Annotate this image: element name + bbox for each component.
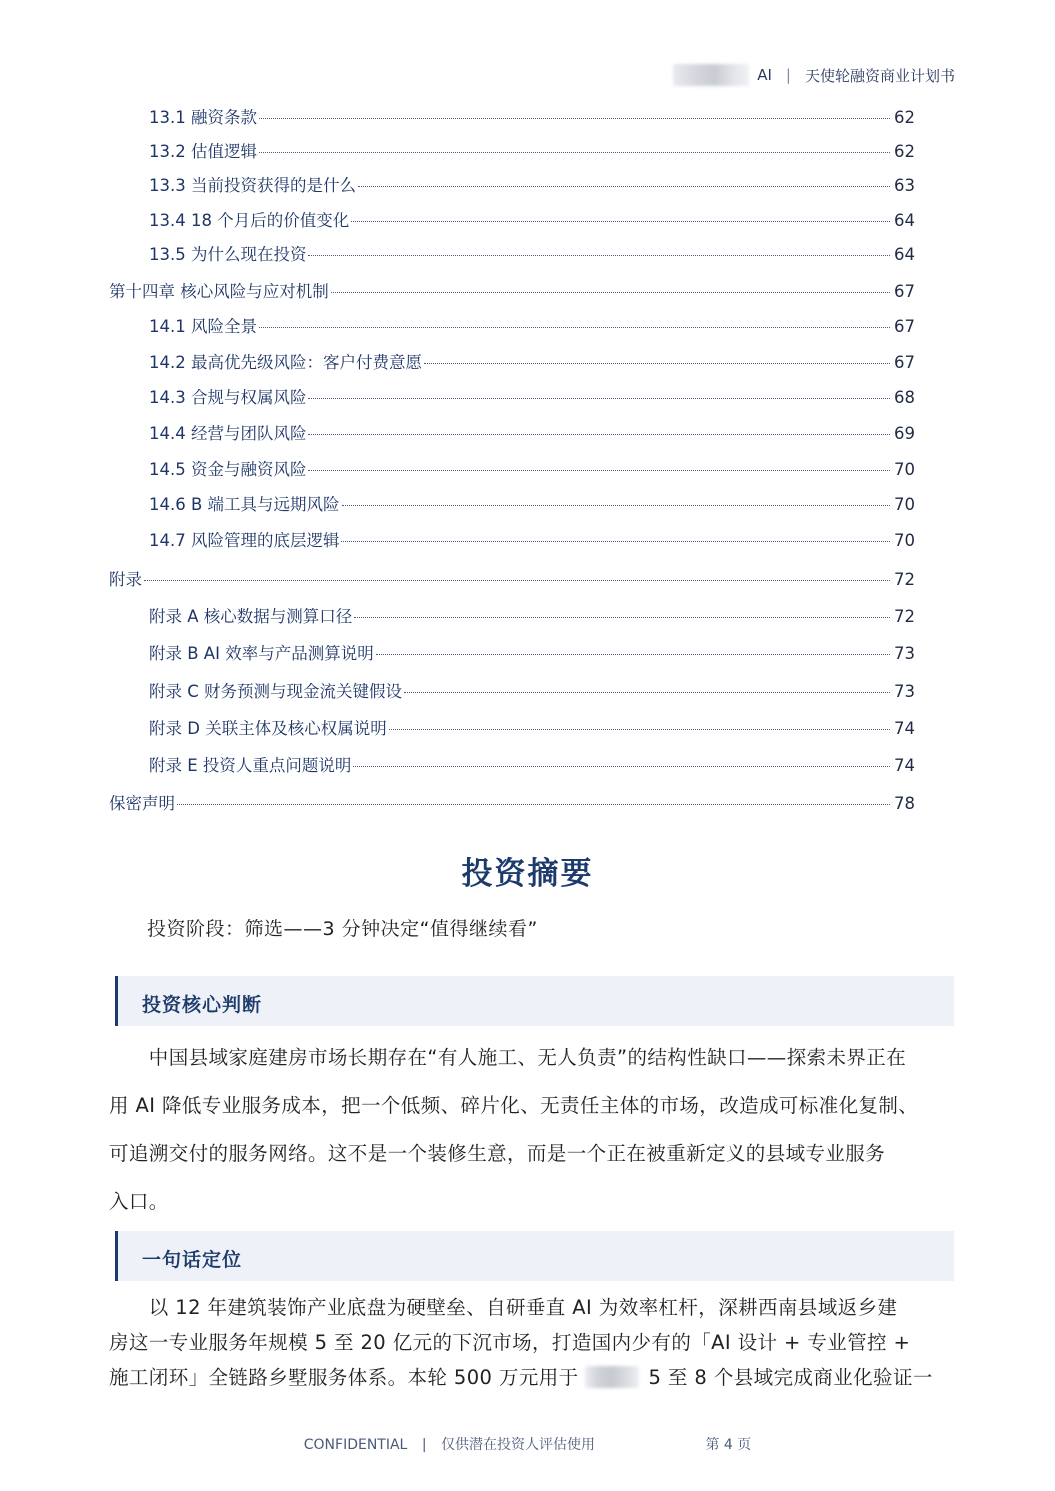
paragraph-line: 入口。 (109, 1190, 169, 1213)
header-brand: AI (757, 66, 772, 84)
toc-entry-page: 74 (894, 719, 915, 738)
toc-leader-dots (376, 654, 890, 655)
paragraph-line-text: 施工闭环」全链路乡墅服务体系。本轮 500 万元用于 (109, 1366, 579, 1389)
toc-entry[interactable] (109, 790, 915, 814)
toc-entry-label: 附录 D 关联主体及核心权属说明 (149, 719, 387, 738)
positioning-paragraph (109, 1292, 949, 1397)
paragraph-line: 可追溯交付的服务网络。这不是一个装修生意，而是一个正在被重新定义的县域专业服务 (109, 1142, 886, 1165)
footer-confidential: CONFIDENTIAL (303, 1437, 408, 1453)
toc-entry-label: 14.4 经营与团队风险 (149, 424, 307, 443)
toc-leader-dots (308, 255, 890, 256)
toc-entry-label: 保密声明 (109, 794, 175, 813)
footer-separator: | (421, 1437, 427, 1453)
toc-entry-page: 70 (894, 495, 915, 514)
toc-entry-page: 67 (894, 317, 915, 336)
toc-entry-label: 13.2 估值逻辑 (149, 142, 257, 161)
toc-entry-page: 68 (894, 388, 915, 407)
toc-entry-label: 第十四章 核心风险与应对机制 (109, 282, 329, 301)
toc-entry-page: 64 (894, 245, 915, 264)
toc-entry-label: 附录 (109, 570, 142, 589)
toc-leader-dots (308, 470, 890, 471)
toc-entry-label: 14.1 风险全景 (149, 317, 257, 336)
toc-entry-page: 72 (894, 607, 915, 626)
toc-entry-page: 74 (894, 756, 915, 775)
toc-entry[interactable] (149, 603, 915, 627)
toc-entry-label: 14.3 合规与权属风险 (149, 388, 307, 407)
toc-entry-label: 13.1 融资条款 (149, 108, 257, 127)
header-separator: | (785, 66, 791, 84)
toc-leader-dots (424, 363, 890, 364)
toc-entry[interactable] (109, 566, 915, 590)
paragraph-line: 用 AI 降低专业服务成本，把一个低频、碎片化、无责任主体的市场，改造成可标准化复制、 (109, 1094, 919, 1117)
toc-entry-page: 67 (894, 282, 915, 301)
footer-note: 仅供潜在投资人评估使用 (440, 1437, 595, 1453)
toc-entry-page: 69 (894, 424, 915, 443)
toc-entry[interactable] (149, 104, 915, 128)
paragraph-line: 中国县域家庭建房市场长期存在“有人施工、无人负责”的结构性缺口——探索未界正在 (109, 1046, 907, 1069)
toc-entry-label: 13.5 为什么现在投资 (149, 245, 307, 264)
toc-entry-page: 78 (894, 794, 915, 813)
footer-page-number: 第 4 页 (705, 1437, 752, 1453)
toc-entry[interactable] (149, 384, 915, 408)
toc-leader-dots (389, 729, 890, 730)
toc-entry-label: 14.2 最高优先级风险：客户付费意愿 (149, 353, 422, 372)
toc-entry[interactable] (149, 241, 915, 265)
toc-leader-dots (404, 692, 890, 693)
toc-entry[interactable] (149, 349, 915, 373)
paragraph-line (109, 1362, 949, 1397)
toc-entry[interactable] (149, 715, 915, 739)
toc-entry-label: 附录 C 财务预测与现金流关键假设 (149, 682, 403, 701)
toc-entry-page: 62 (894, 108, 915, 127)
toc-entry-label: 14.6 B 端工具与远期风险 (149, 495, 340, 514)
toc-entry[interactable] (149, 138, 915, 162)
section-core-judgment (115, 976, 954, 1026)
header-doc-title: 天使轮融资商业计划书 (804, 66, 955, 85)
core-paragraph (109, 1042, 949, 1234)
toc-entry-page: 70 (894, 460, 915, 479)
toc-entry-label: 13.3 当前投资获得的是什么 (149, 176, 356, 195)
toc-entry-page: 73 (894, 644, 915, 663)
toc-leader-dots (358, 186, 890, 187)
toc-entry[interactable] (149, 207, 915, 231)
section-heading: 一句话定位 (142, 1249, 243, 1271)
section-positioning (115, 1231, 954, 1281)
toc-entry-label: 附录 A 核心数据与测算口径 (149, 607, 353, 626)
summary-title: 投资摘要 (461, 856, 594, 892)
toc-entry[interactable] (149, 678, 915, 702)
toc-leader-dots (308, 434, 890, 435)
toc-leader-dots (308, 398, 890, 399)
toc-entry[interactable] (149, 640, 915, 664)
toc-leader-dots (177, 804, 890, 805)
toc-entry-label: 附录 E 投资人重点问题说明 (149, 756, 352, 775)
paragraph-line: 房这一专业服务年规模 5 至 20 亿元的下沉市场，打造国内少有的「AI 设计 + 专业管控 + (109, 1331, 911, 1354)
toc-leader-dots (351, 221, 890, 222)
toc-leader-dots (353, 766, 890, 767)
toc-leader-dots (331, 292, 890, 293)
toc-entry-page: 73 (894, 682, 915, 701)
section-heading: 投资核心判断 (142, 994, 263, 1016)
toc-entry[interactable] (149, 313, 915, 337)
paragraph-line-tail: 5 至 8 个县域完成商业化验证一 (648, 1366, 933, 1389)
toc-entry[interactable] (109, 278, 915, 302)
toc-entry-label: 附录 B AI 效率与产品测算说明 (149, 644, 374, 663)
toc-entry-page: 70 (894, 531, 915, 550)
toc-entry[interactable] (149, 527, 915, 551)
toc-entry[interactable] (149, 172, 915, 196)
redacted-company-name (585, 1366, 639, 1388)
toc-entry-label: 13.4 18 个月后的价值变化 (149, 211, 350, 230)
redacted-company-name (673, 64, 749, 86)
toc-leader-dots (259, 152, 890, 153)
toc-entry-page: 63 (894, 176, 915, 195)
toc-entry[interactable] (149, 752, 915, 776)
paragraph-line: 以 12 年建筑装饰产业底盘为硬壁垒、自研垂直 AI 为效率杠杆，深耕西南县域返乡建 (109, 1296, 898, 1319)
toc-leader-dots (144, 580, 890, 581)
toc-entry[interactable] (149, 491, 915, 515)
investment-stage: 投资阶段：筛选——3 分钟决定“值得继续看” (147, 918, 538, 940)
toc-entry[interactable] (149, 420, 915, 444)
toc-entry-label: 14.5 资金与融资风险 (149, 460, 307, 479)
toc-leader-dots (259, 327, 890, 328)
toc-entry-page: 72 (894, 570, 915, 589)
page-header (673, 62, 955, 88)
toc-entry-page: 64 (894, 211, 915, 230)
toc-leader-dots (342, 505, 890, 506)
toc-entry-page: 62 (894, 142, 915, 161)
toc-entry-page: 67 (894, 353, 915, 372)
toc-leader-dots (354, 617, 890, 618)
toc-entry-label: 14.7 风险管理的底层逻辑 (149, 531, 340, 550)
page-footer (0, 1434, 1055, 1454)
toc-leader-dots (259, 118, 890, 119)
toc-leader-dots (341, 541, 890, 542)
toc-entry[interactable] (149, 456, 915, 480)
